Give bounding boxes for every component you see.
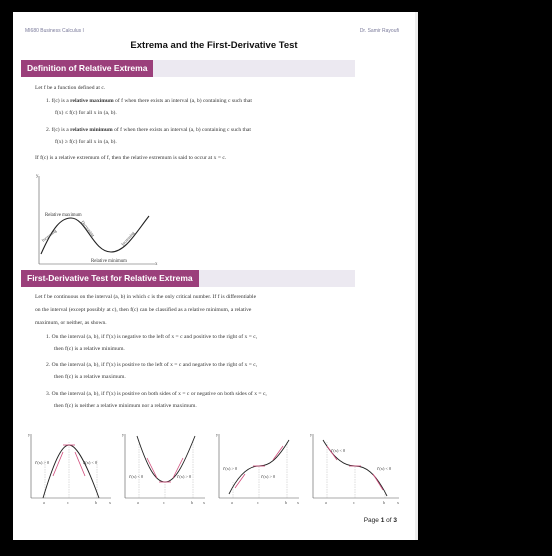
figure1-segment-2: Decreasing xyxy=(80,219,96,238)
author-header: Dr. Samir Rayoufi xyxy=(359,28,399,34)
graph3-a-label: a xyxy=(231,500,233,505)
graph-neither-increasing xyxy=(213,430,303,506)
item2-term: relative minimum xyxy=(70,127,113,133)
definition-item-1 xyxy=(46,98,252,104)
graph3-tangent-right xyxy=(273,446,283,460)
definition-closing: If f(c) is a relative extremum of f, then the relative extremum is said to occur at x = c. xyxy=(35,155,227,161)
test-rule-1-conclusion: then f(c) is a relative minimum. xyxy=(54,346,125,352)
graph3-b-label: b xyxy=(285,500,287,505)
graph-neither-decreasing xyxy=(307,430,407,506)
graph4-y-label: y xyxy=(310,432,312,437)
graph1-y-label: y xyxy=(28,432,30,437)
section-band-first-derivative xyxy=(21,270,355,287)
graph4-left-label: f′(x) < 0 xyxy=(331,448,346,453)
graph4-right-label: f′(x) < 0 xyxy=(377,466,392,471)
graph3-x-label: x xyxy=(297,500,299,505)
graph4-c-label: c xyxy=(353,500,355,505)
graph2-right-label: f′(x) > 0 xyxy=(177,474,192,479)
figure1-segment-1: Increasing xyxy=(40,228,58,243)
graph3-c-label: c xyxy=(257,500,259,505)
definition-item-2 xyxy=(46,127,251,133)
figure1-x-label: x xyxy=(155,262,158,267)
graph2-x-label: x xyxy=(203,500,205,505)
test-rule-2-conclusion: then f(c) is a relative maximum. xyxy=(54,374,126,380)
section-heading-definition: Definition of Relative Extrema xyxy=(21,60,153,77)
item1-term: relative maximum xyxy=(70,98,114,104)
graph2-a-label: a xyxy=(137,500,139,505)
current-page: 1 xyxy=(380,517,385,524)
item2-suffix: of f when there exists an interval (a, b) containing c such that xyxy=(112,127,251,133)
graph1-curve xyxy=(43,445,99,498)
definition-intro: Let f be a function defined at c. xyxy=(35,85,106,91)
page-prefix: Page xyxy=(363,517,381,524)
graph2-left-label: f′(x) < 0 xyxy=(129,474,144,479)
graph1-left-label: f′(x) > 0 xyxy=(35,460,50,465)
test-rule-1: 1. On the interval (a, b), if f′(x) is negative to the left of x = c and positive to the right of x = c, xyxy=(46,334,258,340)
graph3-left-label: f′(x) > 0 xyxy=(223,466,238,471)
definition-item-2-condition: f(x) ≥ f(c) for all x in (a, b). xyxy=(55,139,117,145)
graph1-right-label: f′(x) < 0 xyxy=(83,460,98,465)
graph3-right-label: f′(x) > 0 xyxy=(261,474,276,479)
section-heading-first-derivative: First-Derivative Test for Relative Extrema xyxy=(21,270,199,287)
graph1-b-label: b xyxy=(95,500,97,505)
test-rule-3: 3. On the interval (a, b), if f′(x) is positive on both sides of x = c or negative on both sides of x = c, xyxy=(46,391,267,397)
figure1-min-label: Relative minimum xyxy=(91,259,127,264)
graph2-tangent-left xyxy=(147,458,157,478)
test-intro-line-1: Let f be continuous on the interval (a, b) in which c is the only critical number. If f is differentiable xyxy=(35,294,257,300)
total-pages: 3 xyxy=(393,517,397,524)
item2-prefix: 2. f(c) is a xyxy=(46,127,71,133)
graph2-b-label: b xyxy=(191,500,193,505)
course-header: MI680 Business Calculus I xyxy=(25,28,84,34)
page-title: Extrema and the First-Derivative Test xyxy=(130,40,298,51)
test-rule-2: 2. On the interval (a, b), if f′(x) is positive to the left of x = c and negative to the right of x = c, xyxy=(46,362,258,368)
item1-prefix: 1. f(c) is a xyxy=(46,98,71,104)
document-page xyxy=(13,12,415,540)
graph-relative-maximum xyxy=(25,430,115,506)
page-edge xyxy=(415,12,418,540)
graph-relative-minimum xyxy=(119,430,209,506)
graph3-y-label: y xyxy=(216,432,218,437)
test-rule-3-conclusion: then f(c) is neither a relative minimum nor a relative maximum. xyxy=(54,403,197,409)
graph4-x-label: x xyxy=(397,500,399,505)
definition-item-1-condition: f(x) ≤ f(c) for all x in (a, b). xyxy=(55,110,117,116)
page-of: of xyxy=(384,517,394,524)
figure1-y-label: y xyxy=(36,174,39,179)
test-intro-line-2: on the interval (except possibly at c), then f(c) can be classified as a relative minimum, a relative xyxy=(35,307,252,313)
graph4-a-label: a xyxy=(325,500,327,505)
item1-suffix: of f when there exists an interval (a, b) containing c such that xyxy=(113,98,252,104)
graph1-x-label: x xyxy=(109,500,111,505)
graph4-b-label: b xyxy=(383,500,385,505)
relative-extrema-figure xyxy=(31,172,161,267)
graph4-tangent-right xyxy=(373,474,383,490)
page-number xyxy=(364,517,397,524)
graph1-a-label: a xyxy=(43,500,45,505)
section-band-definition xyxy=(21,60,355,77)
graph1-c-label: c xyxy=(67,500,69,505)
graph2-y-label: y xyxy=(122,432,124,437)
test-intro-line-3: maximum, or neither, as shown. xyxy=(35,320,107,326)
graph2-c-label: c xyxy=(163,500,165,505)
figure1-segment-3: Increasing xyxy=(120,230,136,247)
figure1-max-label: Relative maximum xyxy=(45,213,82,218)
